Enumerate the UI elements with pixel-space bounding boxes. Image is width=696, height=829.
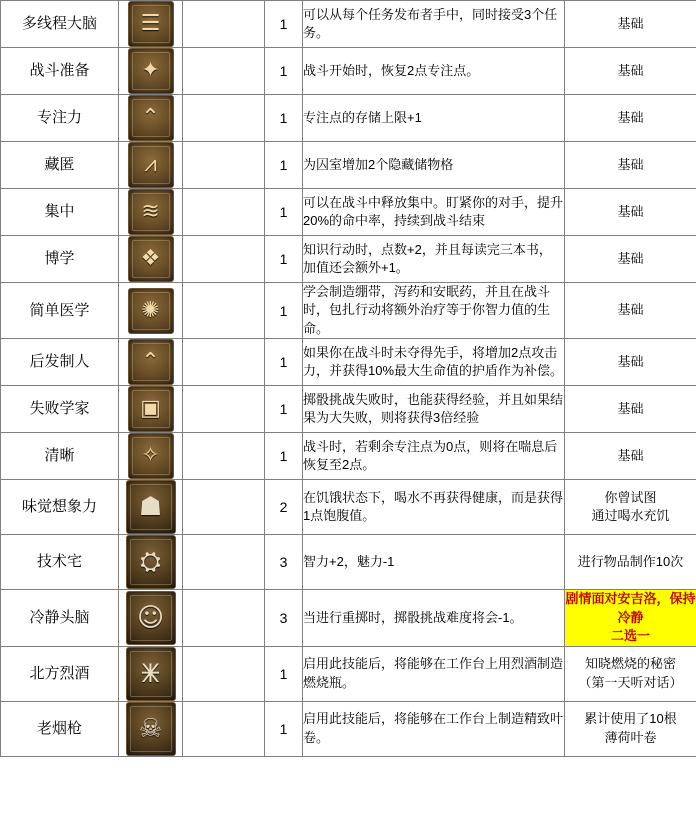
skill-cost: 1 [265, 1, 303, 48]
skill-cost: 1 [265, 95, 303, 142]
skill-icon-cell [119, 95, 183, 142]
skill-name: 后发制人 [1, 339, 119, 386]
skill-icon-cell [119, 480, 183, 535]
focus-icon [128, 95, 174, 141]
skill-icon-cell [119, 535, 183, 590]
skill-icon-cell [119, 142, 183, 189]
northern-liquor-icon [126, 647, 176, 701]
table-row [1, 535, 696, 590]
skill-requirement: 累计使用了10根 薄荷叶卷 [565, 701, 696, 756]
basic-medicine-icon [128, 288, 174, 334]
table-row [1, 283, 696, 339]
icon-glyph: ✦ [141, 58, 160, 83]
skill-description: 如果你在战斗时未夺得先手，将增加2点攻击力，并获得10%最大生命值的护盾作为补偿。 [303, 339, 565, 386]
skill-name: 冷静头脑 [1, 590, 119, 646]
table-row [1, 701, 696, 756]
skill-cost: 1 [265, 283, 303, 339]
table-row [1, 339, 696, 386]
skill-attribute: 智力 [183, 386, 265, 433]
skill-requirement: 基础 [565, 433, 696, 480]
skill-name: 集中 [1, 189, 119, 236]
skill-description: 专注点的存储上限+1 [303, 95, 565, 142]
skill-requirement: 剧情面对安吉洛，保持冷静 二选一 [565, 590, 696, 646]
skill-attribute: 智力 [183, 339, 265, 386]
table-row [1, 590, 696, 646]
skill-cost: 3 [265, 590, 303, 646]
skill-cost: 1 [265, 189, 303, 236]
skill-attribute: 智力 [183, 236, 265, 283]
skill-name: 战斗准备 [1, 48, 119, 95]
skill-attribute: 智力 [183, 590, 265, 646]
icon-glyph: ☺ [136, 603, 165, 634]
tech-nerd-icon [126, 535, 176, 589]
skill-name: 北方烈酒 [1, 646, 119, 701]
icon-glyph: ☠ [138, 713, 163, 744]
skill-attribute: 智力 [183, 142, 265, 189]
skill-description: 启用此技能后，将能够在工作台上制造精致叶卷。 [303, 701, 565, 756]
skill-icon-cell [119, 189, 183, 236]
skill-requirement: 你曾试图 通过喝水充饥 [565, 480, 696, 535]
table-row [1, 236, 696, 283]
skill-icon-cell [119, 386, 183, 433]
skill-cost: 1 [265, 48, 303, 95]
skill-cost: 1 [265, 386, 303, 433]
calm-mind-icon [126, 591, 176, 645]
skill-icon-cell [119, 1, 183, 48]
icon-glyph: ✺ [141, 297, 160, 323]
skill-icon-cell [119, 339, 183, 386]
table-row [1, 480, 696, 535]
skill-description: 当进行重掷时，掷骰挑战难度将会-1。 [303, 590, 565, 646]
table-row [1, 95, 696, 142]
table-row [1, 189, 696, 236]
skill-cost: 1 [265, 701, 303, 756]
skill-attribute: 智力 [183, 95, 265, 142]
skill-description: 可以在战斗中释放集中。盯紧你的对手，提升20%的命中率，持续到战斗结束 [303, 189, 565, 236]
skill-attribute: 智力 [183, 189, 265, 236]
failure-scholar-icon [128, 386, 174, 432]
skill-name: 技术宅 [1, 535, 119, 590]
skill-name: 简单医学 [1, 283, 119, 339]
skill-attribute: 智力 [183, 480, 265, 535]
skill-cost: 3 [265, 535, 303, 590]
skill-attribute: 智力 [183, 283, 265, 339]
skills-table-body [1, 1, 696, 757]
skill-description: 智力+2，魅力-1 [303, 535, 565, 590]
skill-icon-cell [119, 48, 183, 95]
combat-ready-icon [128, 48, 174, 94]
skill-attribute: 智力 [183, 535, 265, 590]
skill-attribute: 智力 [183, 646, 265, 701]
counterattack-icon [128, 339, 174, 385]
skill-requirement: 知晓燃烧的秘密 （第一天听对话） [565, 646, 696, 701]
skill-requirement: 基础 [565, 48, 696, 95]
skill-description: 战斗时，若剩余专注点为0点，则将在喘息后恢复至2点。 [303, 433, 565, 480]
skill-attribute: 智力 [183, 701, 265, 756]
skill-name: 博学 [1, 236, 119, 283]
skill-requirement: 基础 [565, 386, 696, 433]
skill-name: 味觉想象力 [1, 480, 119, 535]
table-row [1, 1, 696, 48]
skill-requirement: 进行物品制作10次 [565, 535, 696, 590]
skill-requirement: 基础 [565, 283, 696, 339]
skill-attribute: 智力 [183, 433, 265, 480]
icon-glyph: ⩘ [144, 152, 157, 177]
skill-name: 藏匿 [1, 142, 119, 189]
skill-description: 为囚室增加2个隐藏储物格 [303, 142, 565, 189]
table-row [1, 386, 696, 433]
skill-icon-cell [119, 646, 183, 701]
skill-description: 掷骰挑战失败时，也能获得经验，并且如果结果为大失败，则将获得3倍经验 [303, 386, 565, 433]
skill-name: 老烟枪 [1, 701, 119, 756]
skill-icon-cell [119, 283, 183, 339]
table-row [1, 48, 696, 95]
skill-name: 多线程大脑 [1, 1, 119, 48]
skill-cost: 2 [265, 480, 303, 535]
skill-description: 可以从每个任务发布者手中，同时接受3个任务。 [303, 1, 565, 48]
skill-requirement: 基础 [565, 142, 696, 189]
icon-glyph: ☗ [138, 492, 163, 523]
skill-cost: 1 [265, 339, 303, 386]
icon-glyph: ⌃ [141, 105, 160, 130]
icon-glyph: ❖ [140, 246, 161, 271]
skill-description: 在饥饿状态下，喝水不再获得健康，而是获得1点饱腹值。 [303, 480, 565, 535]
skill-cost: 1 [265, 236, 303, 283]
old-smoker-icon [126, 702, 176, 756]
skill-attribute: 智力 [183, 1, 265, 48]
icon-glyph: ▣ [140, 396, 161, 422]
skill-icon-cell [119, 590, 183, 646]
icon-glyph: 🜹 [140, 658, 161, 689]
icon-glyph: ☰ [140, 11, 161, 36]
skill-icon-cell [119, 433, 183, 480]
skill-cost: 1 [265, 646, 303, 701]
icon-glyph: ✧ [141, 443, 160, 469]
skill-cost: 1 [265, 142, 303, 189]
skill-name: 清晰 [1, 433, 119, 480]
clarity-icon [128, 433, 174, 479]
icon-glyph: ⛭ [140, 547, 161, 578]
skill-requirement: 基础 [565, 236, 696, 283]
skill-description: 启用此技能后，将能够在工作台上用烈酒制造燃烧瓶。 [303, 646, 565, 701]
concentrate-icon [128, 189, 174, 235]
icon-glyph: ⌃ [141, 349, 160, 375]
erudite-icon [128, 236, 174, 282]
stash-icon [128, 142, 174, 188]
skill-icon-cell [119, 236, 183, 283]
table-row [1, 433, 696, 480]
skill-requirement: 基础 [565, 95, 696, 142]
skill-name: 失败学家 [1, 386, 119, 433]
skill-requirement: 基础 [565, 339, 696, 386]
skill-description: 学会制造绷带，泻药和安眠药，并且在战斗时，包扎行动将额外治疗等于你智力值的生命。 [303, 283, 565, 339]
skill-requirement: 基础 [565, 1, 696, 48]
skill-requirement: 基础 [565, 189, 696, 236]
skill-attribute: 智力 [183, 48, 265, 95]
icon-glyph: ≋ [141, 199, 160, 224]
taste-imagination-icon [126, 480, 176, 534]
skill-cost: 1 [265, 433, 303, 480]
multi-thread-brain-icon [128, 1, 174, 47]
table-row [1, 142, 696, 189]
skill-icon-cell [119, 701, 183, 756]
skill-name: 专注力 [1, 95, 119, 142]
skill-description: 知识行动时，点数+2，并且每读完三本书，加值还会额外+1。 [303, 236, 565, 283]
skill-description: 战斗开始时，恢复2点专注点。 [303, 48, 565, 95]
table-row [1, 646, 696, 701]
